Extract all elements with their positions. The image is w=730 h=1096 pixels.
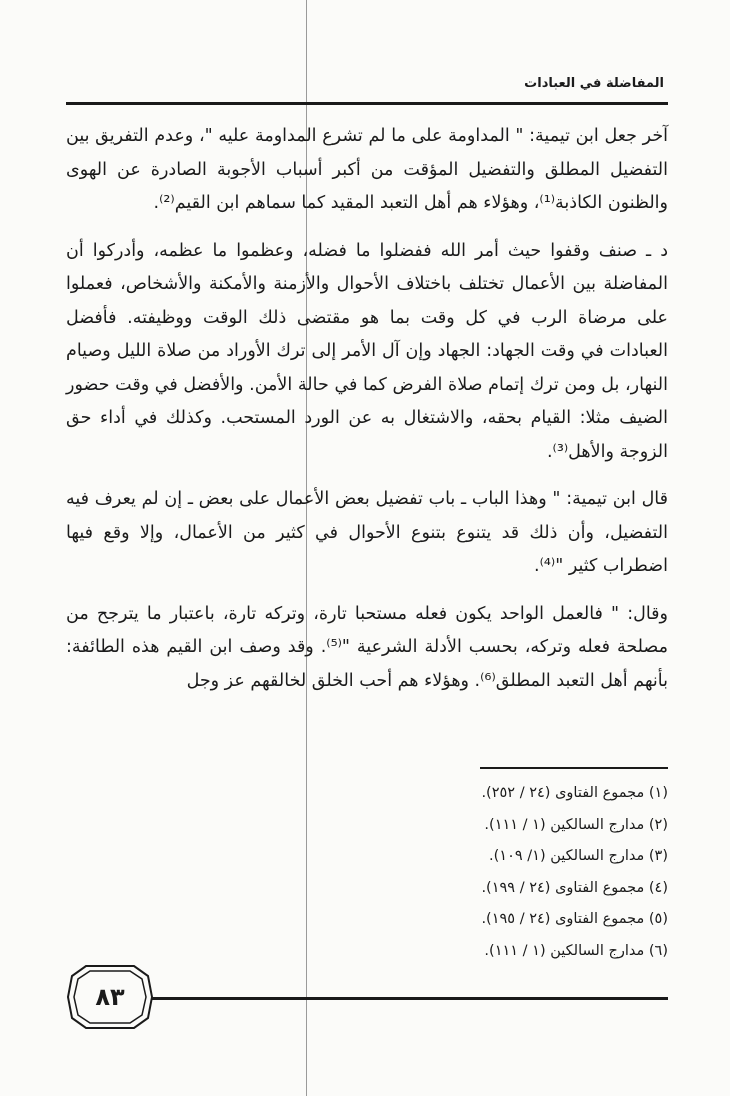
footnote-item: (١) مجموع الفتاوى (٢٤ / ٢٥٢). (481, 785, 668, 801)
footnote-item: (٣) مدارج السالكين (١/ ١٠٩). (489, 848, 668, 865)
header-rule (66, 102, 668, 105)
page-number: ٨٣ (95, 983, 125, 1011)
footnotes-list (66, 778, 668, 968)
footnote-item: (٥) مجموع الفتاوى (٢٤ / ١٩٥). (481, 911, 668, 928)
footnote-separator (480, 767, 668, 769)
footnote-item: (٤) مجموع الفتاوى (٢٤ / ١٩٩). (481, 879, 668, 896)
footnote-item: (٢) مدارج السالكين (١ / ١١١). (484, 816, 668, 833)
paragraph: د ـ صنف وقفوا حيث أمر الله ففضلوا ما فضله، وعظموا ما عظمه، وأدركوا أن المفاضلة بين الأعمال تختلف باختلاف الأحوال والأزمنة والأمكنة والأشخاص، فعملوا على مرضاة الرب في كل وقت بما هو مقتضى ذلك الوقت ووظيفته. فأفضل العبادات في وقت الجهاد: الجهاد وإن آل الأمر إلى ترك الأوراد من صلاة الليل وصيام النهار، بل ومن ترك إتمام صلاة الفرض كما في حالة الأمن. والأفضل في وقت حضور الضيف مثلا: القيام بحقه، والاشتغال به عن الورد المستحب. وكذلك في أداء حق الزوجة والأهل⁽³⁾. (66, 240, 668, 462)
running-head: المفاضلة في العبادات (524, 76, 664, 91)
footnote-item: (٦) مدارج السالكين (١ / ١١١). (484, 942, 668, 959)
paragraph: آخر جعل ابن تيمية: " المداومة على ما لم تشرع المداومة عليه "، وعدم التفريق بين التفضيل المطلق والتفضيل المؤقت من أكبر أسباب الأجوبة الصادرة عن الهوى والظنون الكاذبة⁽¹⁾، وهؤلاء هم أهل التعبد المقيد كما سماهم ابن القيم⁽²⁾. (66, 126, 668, 213)
paragraph: قال ابن تيمية: " وهذا الباب ـ باب تفضيل بعض الأعمال على بعض ـ إن لم يعرف فيه التفضيل، وأن ذلك قد يتنوع بتنوع الأحوال في كثير من الأعمال، وإلا وقع فيها اضطراب كثير "⁽⁴⁾. (66, 489, 668, 576)
footer-rule (148, 997, 668, 1000)
paragraph: وقال: " فالعمل الواحد يكون فعله مستحبا تارة، وتركه تارة، باعتبار ما يترجح من مصلحة فعله وتركه، بحسب الأدلة الشرعية "⁽⁵⁾. وقد وصف ابن القيم هذه الطائفة: بأنهم أهل التعبد المطلق⁽⁶⁾. وهؤلاء هم أحب الخلق لخالقهم عز وجل (66, 603, 668, 691)
body-text (66, 120, 668, 698)
